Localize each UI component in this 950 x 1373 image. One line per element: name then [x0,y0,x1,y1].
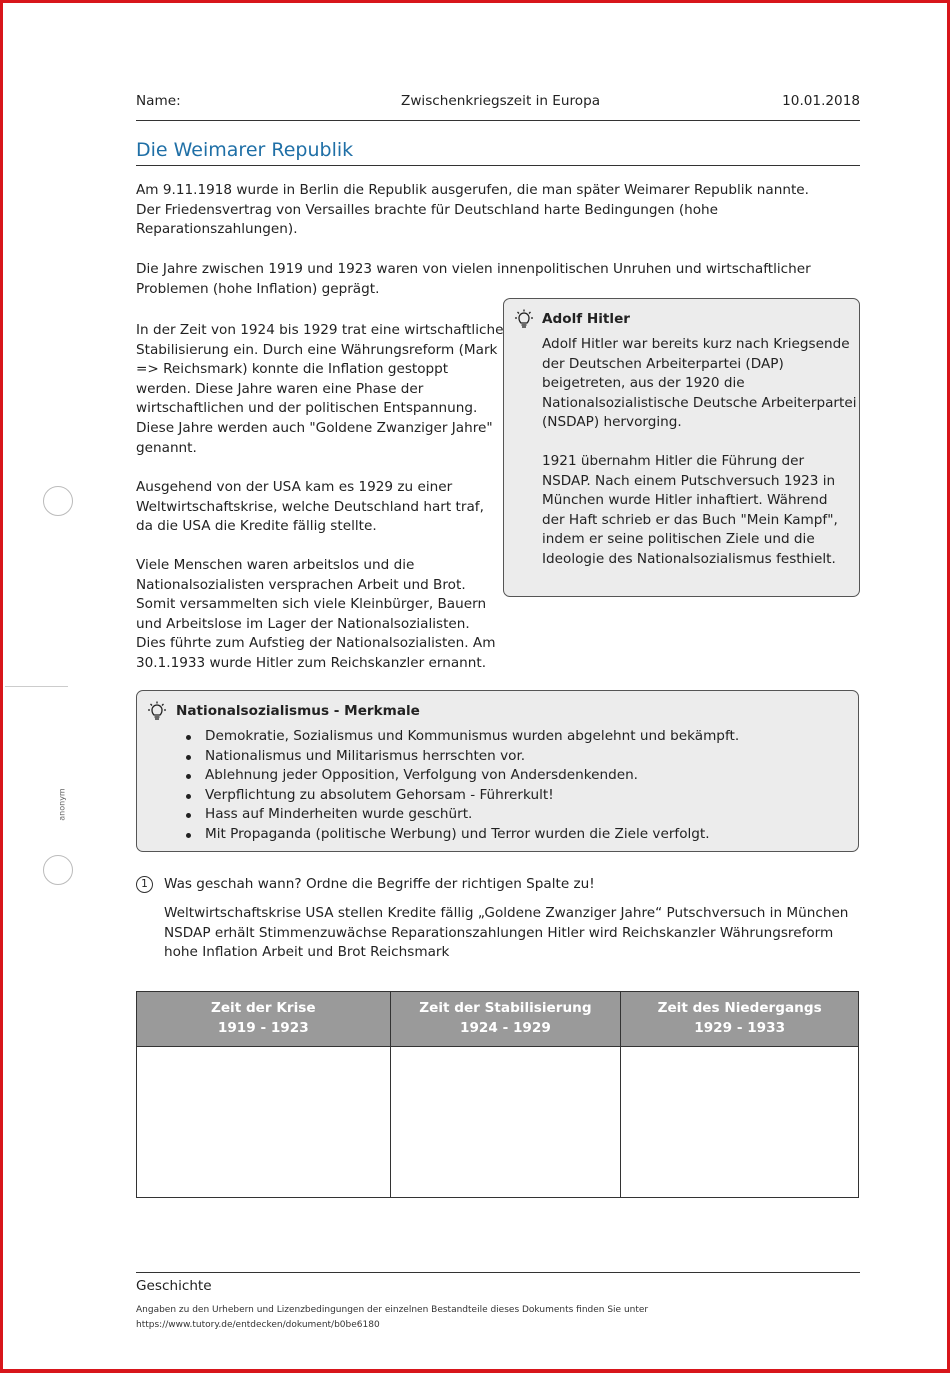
left-paragraph-1 [136,321,503,458]
text-line: und Arbeitslose im Lager der Nationalsozialisten. [136,615,470,632]
text-line: In der Zeit von 1924 bis 1929 trat eine wirtschaftliche [136,322,504,338]
column-years: 1924 - 1929 [460,1020,551,1036]
text-line: 1921 übernahm Hitler die Führung der [542,453,805,469]
sorting-table [136,991,859,1198]
list-item: Hass auf Minderheiten wurde geschürt. [186,805,739,825]
text-line: NSDAP erhält Stimmenzuwächse Reparationszahlungen Hitler wird Reichskanzler Währungsreform [164,924,834,941]
text-line: Somit versammelten sich viele Kleinbürger, Bauern [136,596,487,613]
header-rule [136,120,860,121]
footer-credits [136,1303,648,1333]
text-line: Der Friedensvertrag von Versailles brachte für Deutschland harte Bedingungen (hohe [136,201,719,218]
hitler-box-title: Adolf Hitler [542,311,631,327]
text-line: Reparationszahlungen). [136,221,298,238]
text-line: Diese Jahre werden auch "Goldene Zwanziger Jahre" [136,419,493,436]
lightbulb-icon [513,309,535,331]
column-title: Zeit des Niedergangs [657,1000,822,1017]
text-line: Nationalsozialistische Deutsche Arbeiterpartei [542,394,857,411]
list-item: Nationalismus und Militarismus herrschten vor. [186,747,739,767]
text-line: Adolf Hitler war bereits kurz nach Kriegsende [542,336,850,352]
column-header-stabilization [390,992,621,1047]
column-title: Zeit der Stabilisierung [419,1000,592,1017]
ns-box-title: Nationalsozialismus - Merkmale [176,703,420,719]
credits-url: https://www.tutory.de/entdecken/dokument/b0be6180 [136,1320,380,1330]
name-label: Name: [136,93,181,109]
punch-hole-bottom [43,855,73,885]
task-number: 1 [136,876,153,893]
text-line: Problemen (hohe Inflation) geprägt. [136,280,380,297]
task-terms [164,904,848,963]
text-line: indem er seine politischen Ziele und die [542,531,815,548]
intro-paragraph-1 [136,181,809,240]
lightbulb-icon [146,701,168,723]
text-line: Viele Menschen waren arbeitslos und die [136,557,415,573]
page-title: Die Weimarer Republik [136,139,354,161]
ns-features-box [136,690,859,852]
text-line: da die USA die Kredite fällig stellte. [136,518,377,535]
answer-cell-stabilization[interactable] [390,1047,621,1198]
list-item: Ablehnung jeder Opposition, Verfolgung von Andersdenkenden. [186,766,739,786]
text-line: Die Jahre zwischen 1919 und 1923 waren von vielen innenpolitischen Unruhen und wirtschaftlicher [136,261,811,277]
column-years: 1929 - 1933 [694,1020,786,1036]
text-line: Weltwirtschaftskrise USA stellen Kredite fällig „Goldene Zwanziger Jahre“ Putschversuch in München [164,905,849,921]
text-line: 30.1.1933 wurde Hitler zum Reichskanzler ernannt. [136,654,487,671]
list-item: Verpflichtung zu absolutem Gehorsam - Führerkult! [186,786,739,806]
title-rule [136,165,860,166]
footer-subject: Geschichte [136,1278,212,1294]
text-line: Nationalsozialisten versprachen Arbeit und Brot. [136,576,466,593]
column-header-decline [621,992,859,1047]
topic-label: Zwischenkriegszeit in Europa [401,93,601,109]
anon-label: anonym [57,788,67,821]
left-paragraph-3 [136,556,495,674]
credits-line: Angaben zu den Urhebern und Lizenzbedingungen der einzelnen Bestandteile dieses Dokuments finden Sie unter [136,1305,649,1315]
left-paragraph-2 [136,478,484,537]
text-line: Ausgehend von der USA kam es 1929 zu einer [136,479,453,495]
answer-cell-crisis[interactable] [137,1047,391,1198]
column-years: 1919 - 1923 [217,1020,309,1036]
text-line: => Reichsmark) konnte die Inflation gestoppt [136,361,449,378]
text-line: hohe Inflation Arbeit und Brot Reichsmark [164,944,450,961]
text-line: der Deutschen Arbeiterpartei (DAP) [542,355,784,372]
answer-cell-decline[interactable] [621,1047,859,1198]
fold-mark [5,686,68,687]
hitler-paragraph-2 [542,452,838,570]
column-title: Zeit der Krise [210,1000,316,1017]
text-line: Weltwirtschaftskrise, welche Deutschland hart traf, [136,498,484,515]
text-line: beigetreten, aus der 1920 die [542,375,745,392]
hitler-info-box [503,298,860,597]
text-line: NSDAP. Nach einem Putschversuch 1923 in [542,472,836,489]
list-item: Demokratie, Sozialismus und Kommunismus wurden abgelehnt und bekämpft. [186,727,739,747]
task-question: Was geschah wann? Ordne die Begriffe der richtigen Spalte zu! [164,876,595,892]
date-label: 10.01.2018 [782,93,860,109]
text-line: genannt. [136,439,197,456]
text-line: Dies führte zum Aufstieg der Nationalsozialisten. Am [136,635,496,652]
text-line: (NSDAP) hervorging. [542,414,682,431]
text-line: der Haft schrieb er das Buch "Mein Kampf", [542,511,838,528]
footer-rule [136,1272,860,1273]
text-line: Ideologie des Nationalsozialismus festhielt. [542,550,836,567]
text-line: Stabilisierung ein. Durch eine Währungsreform (Mark [136,341,498,358]
text-line: wirtschaftlichen und der politischen Entspannung. [136,400,478,417]
intro-paragraph-2 [136,260,811,299]
list-item: Mit Propaganda (politische Werbung) und Terror wurden die Ziele verfolgt. [186,825,739,845]
hitler-paragraph-1 [542,335,856,433]
text-line: Am 9.11.1918 wurde in Berlin die Republik ausgerufen, die man später Weimarer Republik nannte. [136,182,809,198]
ns-features-list [186,727,739,845]
punch-hole-top [43,486,73,516]
text-line: werden. Diese Jahre waren eine Phase der [136,380,424,397]
column-header-crisis [137,992,391,1047]
text-line: München wurde Hitler inhaftiert. Während [542,492,828,509]
